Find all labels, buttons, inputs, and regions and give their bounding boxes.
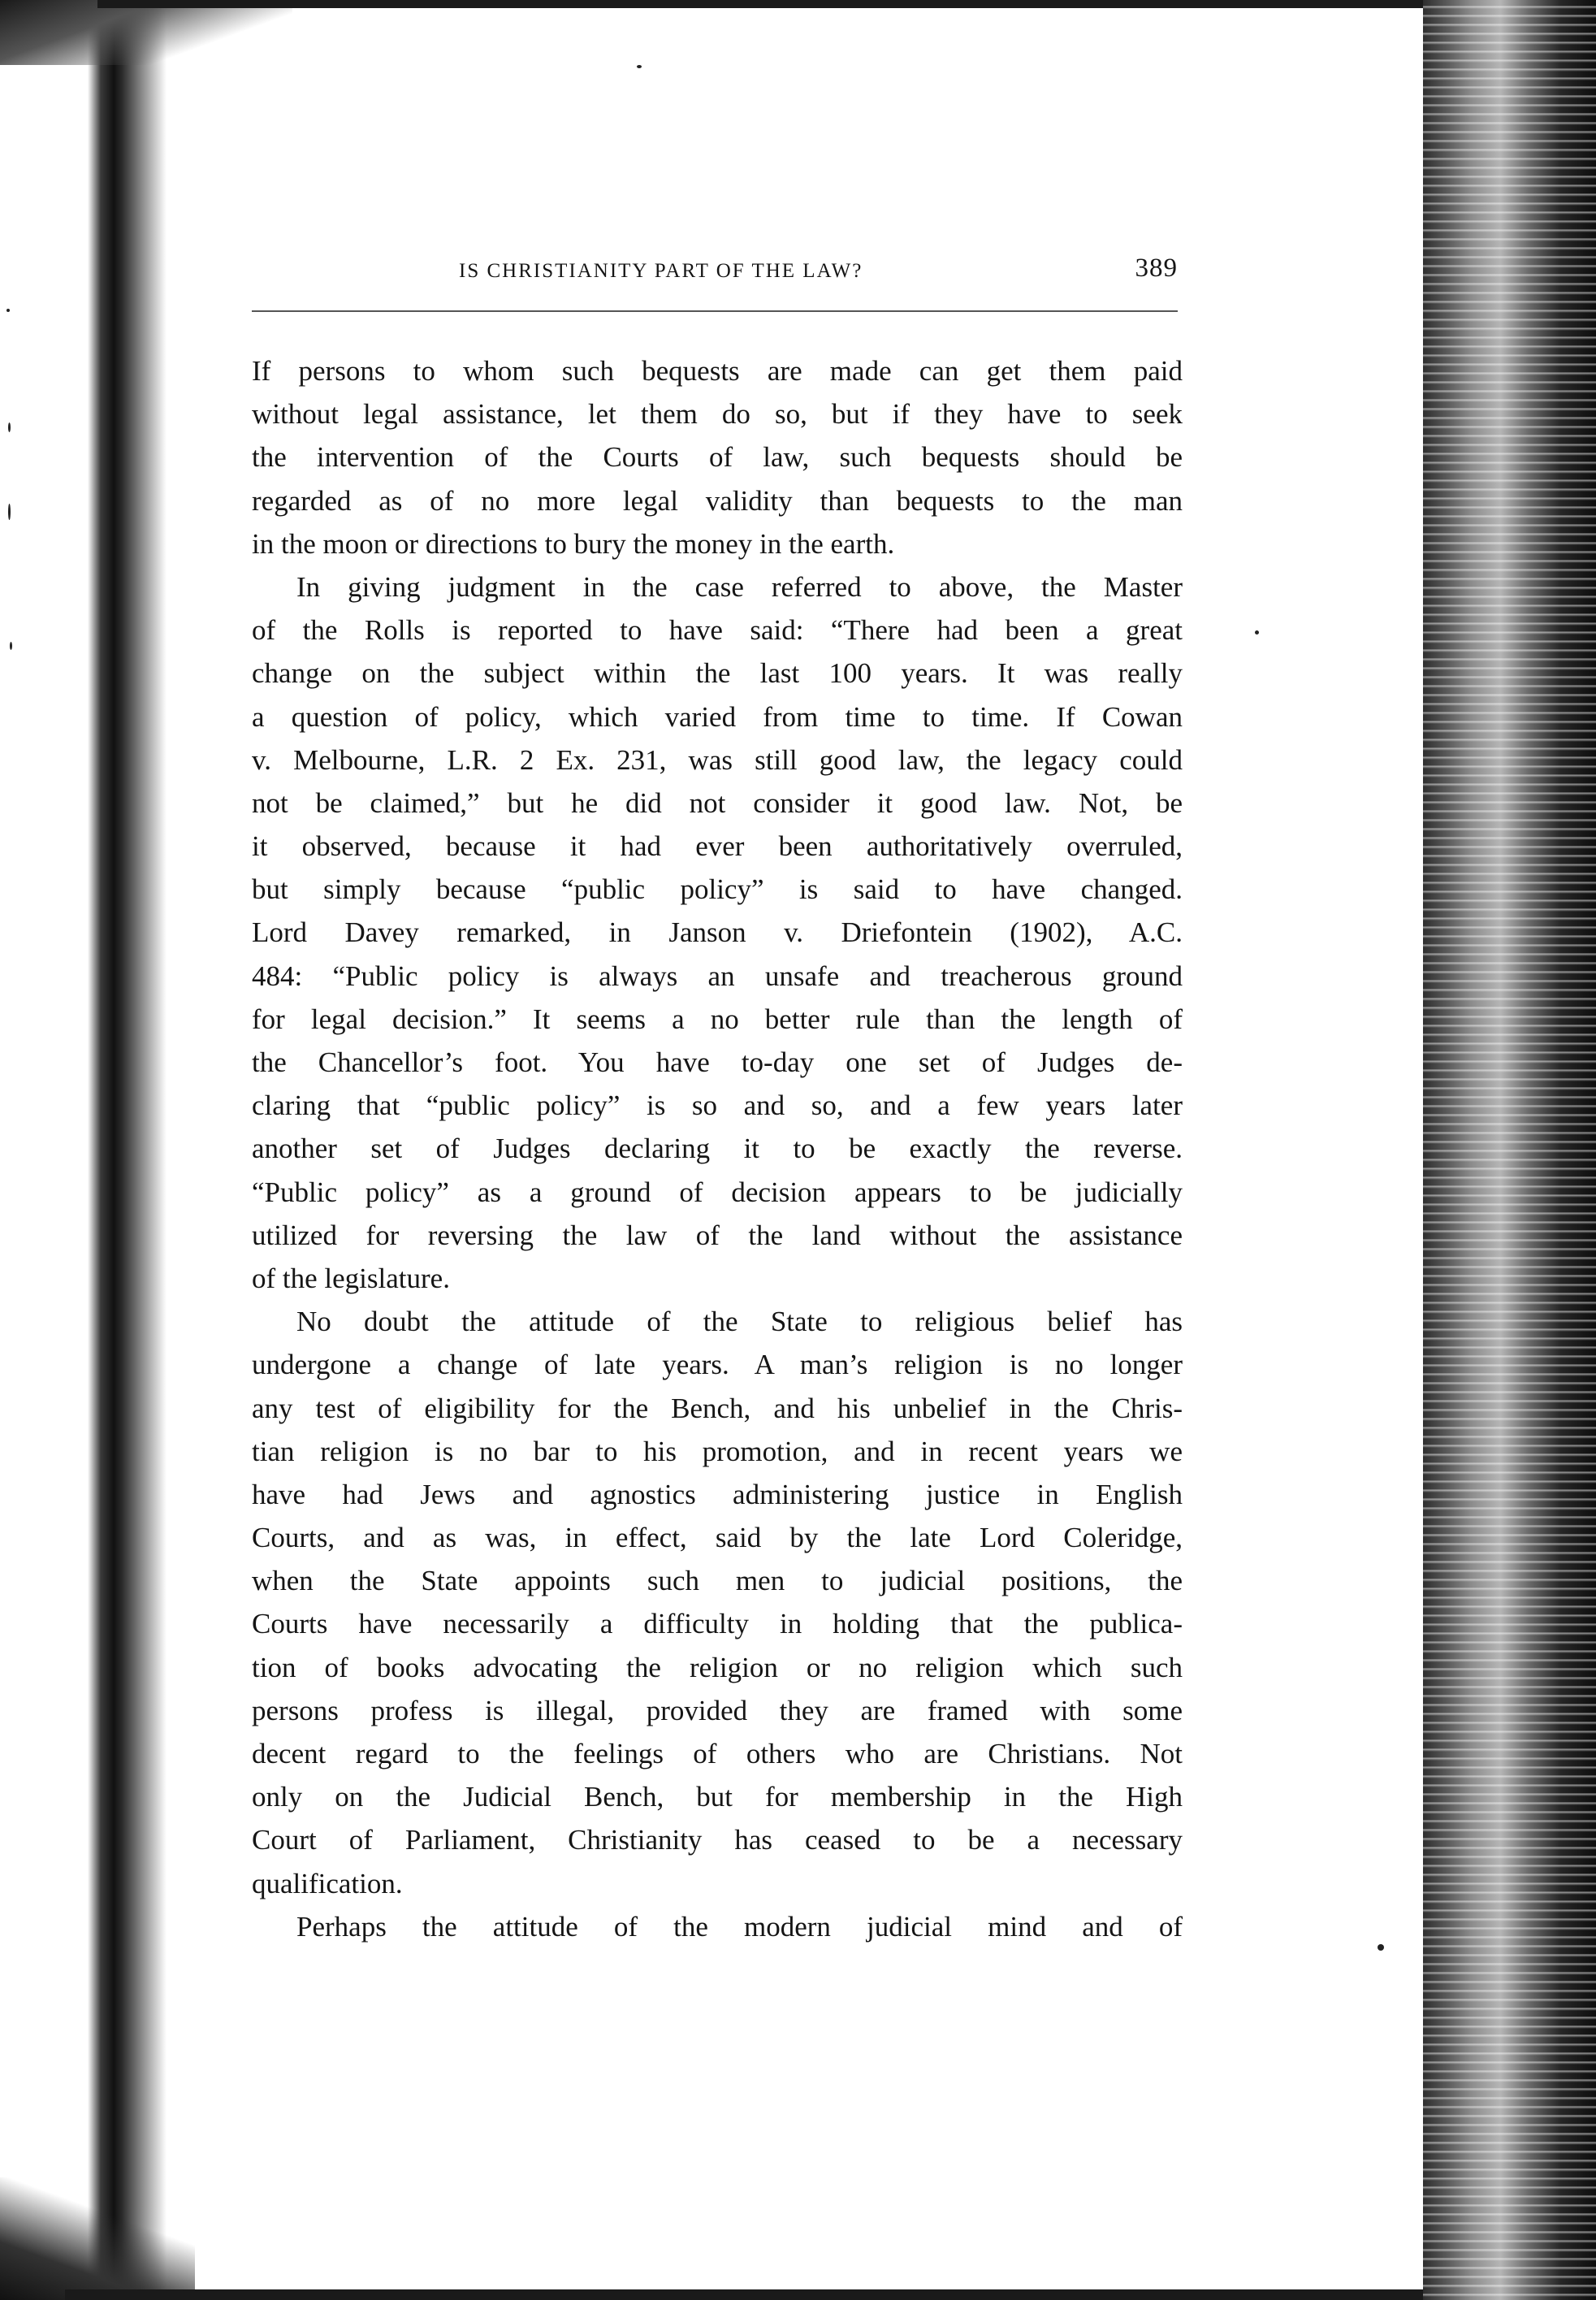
scan-speck [8,422,11,432]
text-line: Lord Davey remarked, in Janson v. Driefontein (1902), A.C. [252,916,1183,949]
text-line: not be claimed,” but he did not consider it good law. Not, be [252,786,1183,819]
scan-speck [1378,1944,1384,1951]
text-line: for legal decision.” It seems a no better rule than the length of [252,1003,1183,1035]
text-line: change on the subject within the last 100 years. It was really [252,657,1183,690]
text-line: another set of Judges declaring it to be exactly the reverse. [252,1133,1183,1165]
text-line: If persons to whom such bequests are made can get them paid [252,355,1183,387]
text-line: utilized for reversing the law of the land without the assistance [252,1219,1183,1251]
text-line: of the Rolls is reported to have said: “There had been a great [252,614,1183,647]
text-line: In giving judgment in the case referred to above, the Master [296,570,1183,603]
text-line: decent regard to the feelings of others who are Christians. Not [252,1738,1183,1769]
page-body-text [252,349,1183,1948]
text-line: persons profess is illegal, provided they are framed with some [252,1694,1183,1726]
scan-edge-bottom [65,2289,1438,2300]
text-line: a question of policy, which varied from time to time. If Cowan [252,700,1183,733]
text-line: in the moon or directions to bury the money in the earth. [252,527,895,560]
text-line: claring that “public policy” is so and so, and a few years later [252,1089,1183,1122]
text-line: the intervention of the Courts of law, such bequests should be [252,441,1183,474]
text-line: No doubt the attitude of the State to religious belief has [296,1306,1183,1338]
text-line: “Public policy” as a ground of decision appears to be judicially [252,1176,1183,1208]
text-line: tian religion is no bar to his promotion, and in recent years we [252,1435,1183,1467]
text-line: have had Jews and agnostics administering justice in English [252,1478,1183,1510]
text-line: Court of Parliament, Christianity has ceased to be a necessary [252,1824,1183,1856]
text-line: without legal assistance, let them do so, but if they have to seek [252,398,1183,431]
text-line: tion of books advocating the religion or no religion which such [252,1651,1183,1683]
text-line: only on the Judicial Bench, but for membership in the High [252,1781,1183,1813]
scan-edge-right [1423,0,1596,2300]
running-head [252,253,1178,302]
scan-corner-top-left [0,0,292,65]
text-line: qualification. [252,1867,403,1899]
scan-corner-bottom-left [0,2177,195,2300]
text-line: Perhaps the attitude of the modern judicial mind and of [296,1910,1183,1943]
scan-edge-left [0,0,167,2300]
text-line: 484: “Public policy is always an unsafe and treacherous ground [252,959,1183,992]
text-line: v. Melbourne, L.R. 2 Ex. 231, was still good law, the legacy could [252,743,1183,776]
text-line: it observed, because it had ever been authoritatively overruled, [252,830,1183,863]
scan-speck [6,309,10,312]
header-rule [252,310,1178,312]
text-line: Courts have necessarily a difficulty in holding that the publica- [252,1608,1183,1640]
scan-speck [1255,630,1259,635]
page-number: 389 [1135,253,1178,283]
scan-speck [637,65,642,68]
text-line: regarded as of no more legal validity than bequests to the man [252,484,1183,517]
text-line: but simply because “public policy” is said to have changed. [252,873,1183,906]
text-line: undergone a change of late years. A man’s religion is no longer [252,1349,1183,1381]
text-line: Courts, and as was, in effect, said by the late Lord Coleridge, [252,1522,1183,1554]
scan-speck [8,504,11,520]
text-line: of the legislature. [252,1262,450,1294]
running-title: IS CHRISTIANITY PART OF THE LAW? [459,260,863,282]
scan-edge-top [97,0,1429,8]
text-line: when the State appoints such men to judicial positions, the [252,1565,1183,1597]
text-line: the Chancellor’s foot. You have to-day one set of Judges de- [252,1046,1183,1078]
scan-speck [10,642,12,650]
text-line: any test of eligibility for the Bench, and his unbelief in the Chris- [252,1392,1183,1424]
